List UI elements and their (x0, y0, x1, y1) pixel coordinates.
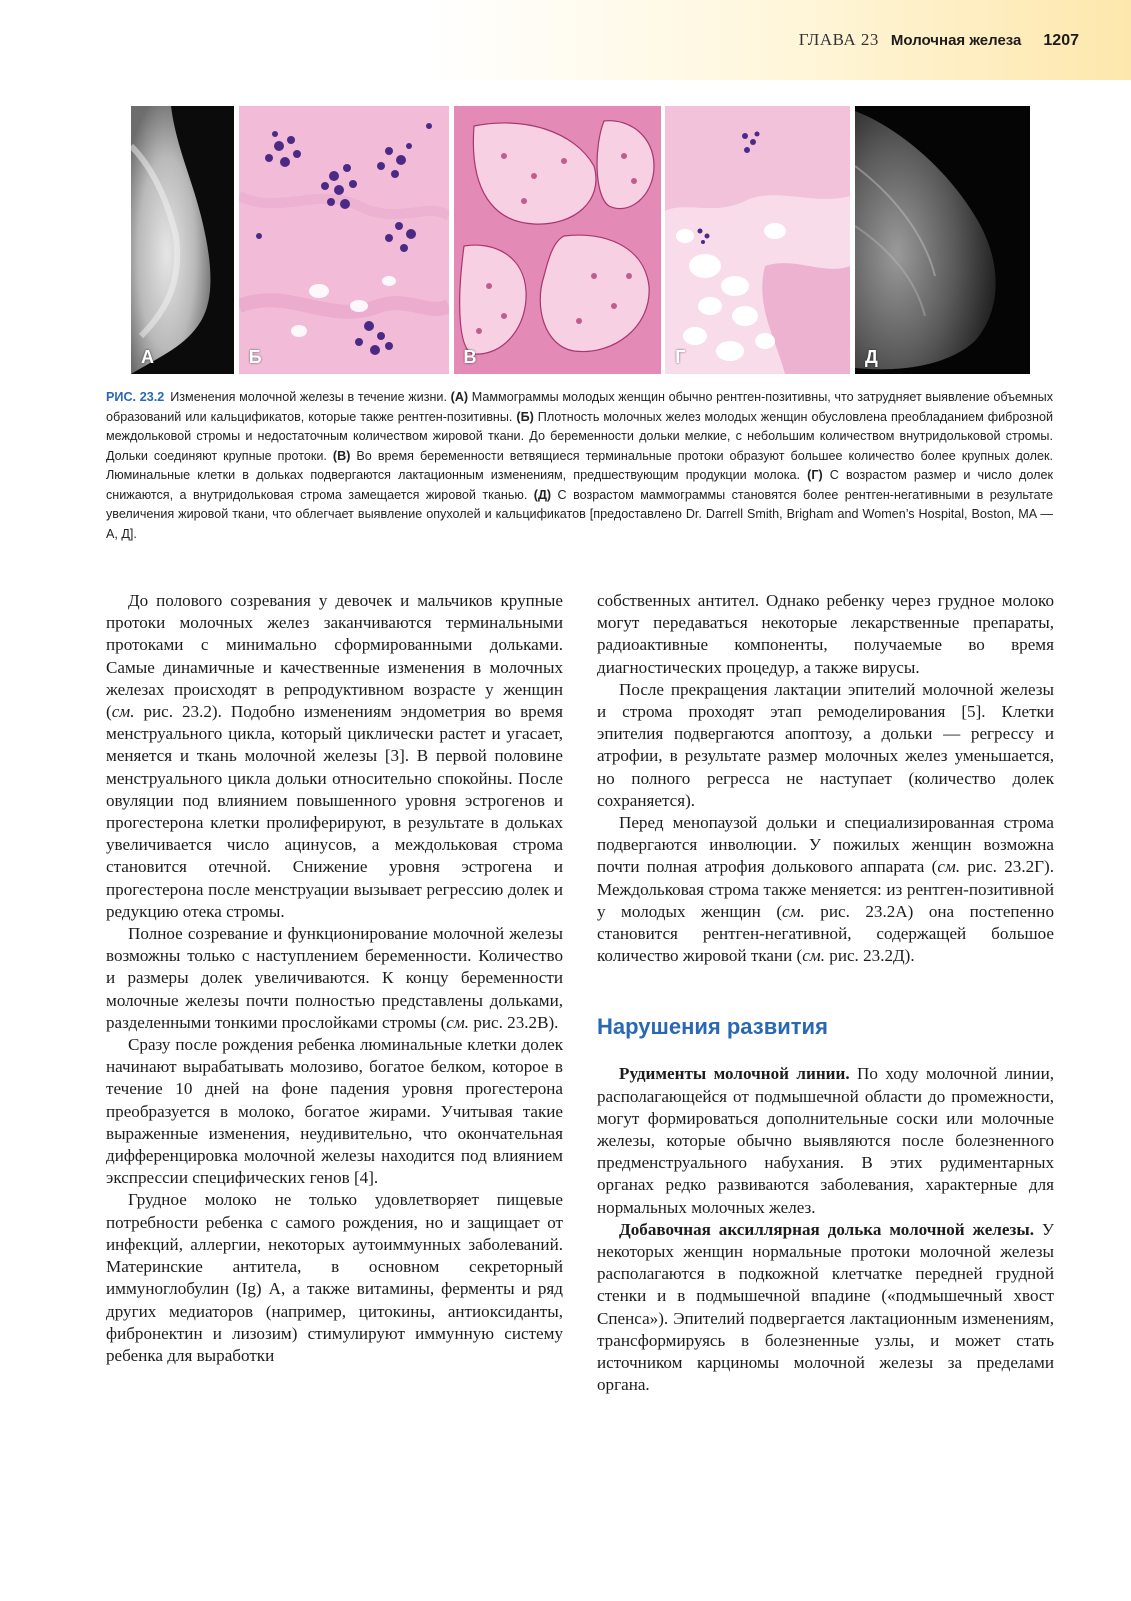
paragraph-text: После прекращения лактации эпителий молочной железы и строма проходят этап ремоделирования [5]. Клетки эпителия подвергаются апоптозу, а дольки — регрессу и атрофии, в результате размер молочных желез уменьшается, но полного регресса не наступает (количество долек сохраняется). (597, 679, 1054, 810)
paragraph-text: собственных антител. Однако ребенку через грудное молоко могут передаваться некоторые лекарственные препараты, радиоактивные компоненты, получаемые во время диагностических процедур, а также вирусы. (597, 591, 1054, 677)
paragraph (597, 1063, 1054, 1218)
caption-text: Маммограммы молодых женщин обычно рентген-позитивны, что затрудняет выявление объемных образований или кальцификатов, которые также рентген-позитивны. (106, 390, 1053, 424)
paragraph (597, 1219, 1054, 1397)
paragraph-text: Полное созревание и функционирование молочной железы возможны только с наступлением беременности. Количество и размеры долек увеличиваются. К концу беременности молочные железы почти полностью представлены дольками, разделенными тонкими прослойками стромы ( (106, 924, 563, 1032)
paragraph-text: Грудное молоко не только удовлетворяет пищевые потребности ребенка с самого рождения, но и защищает от инфекций, аллергии, некоторых аутоиммунных заболеваний. Материнские антитела, в основном секреторный иммуноглобулин (Ig) А, а также витамины, ферменты и ряд других медиаторов (например, цитокины, антиоксиданты, фибронектин и лизозим) стимулируют иммунную систему ребенка для выработки (106, 1190, 563, 1365)
section-paragraphs (597, 1063, 1054, 1396)
right-column-paragraphs (597, 590, 1054, 967)
caption-panel-ref: (Б) (516, 409, 534, 424)
caption-text: Плотность молочных желез молодых женщин обусловлена преобладанием фиброзной междольковой стромы и недостаточным количеством жировой ткани. До беременности дольки мелкие, с небольшим количеством внутридольковой стромы. Дольки соединяют крупные протоки. (106, 409, 1054, 463)
paragraph (106, 590, 563, 923)
caption-panel-ref: (В) (332, 448, 351, 463)
paragraph-text: рис. 23.2В). (469, 1012, 559, 1032)
paragraph-lead: Рудименты молочной линии. (619, 1064, 850, 1084)
caption-text: С возрастом размер и число долек снижаются, а внутридольковая строма замещается жировой тканью. (106, 468, 1053, 502)
right-column (597, 590, 1054, 1397)
figure-23-2 (131, 106, 1030, 374)
histology-young-breast-image (239, 106, 449, 374)
left-column (106, 590, 563, 1367)
paragraph-text: рис. 23.2). Подобно изменениям эндометрия во время менструального цикла, который циклически растет и угасает, меняется и ткань молочной железы [3]. В первой половине менструального цикла дольки относительно спокойны. После овуляции под влиянием повышенного уровня эстрогенов и прогестерона клетки пролиферируют, в результате в дольках увеличивается число ацинусов, а междольковая строма становится отечной. Снижение уровня эстрогена и прогестерона после менструации вызывает регрессию долек и редукцию отека стромы. (106, 702, 563, 921)
paragraph (106, 1189, 563, 1367)
caption-text: Во время беременности ветвящиеся терминальные протоки образуют большее количество более крупных долек. Люминальные клетки в дольках подвергаются лактационным изменениям, предшествующим продукции молока. (106, 448, 1053, 482)
paragraph (597, 679, 1054, 812)
figure-caption (106, 388, 1053, 544)
paragraph-text: см. (446, 1012, 470, 1032)
figure-label: РИС. 23.2 (106, 390, 165, 404)
paragraph (106, 1034, 563, 1189)
page-number: 1207 (1043, 32, 1079, 49)
paragraph (106, 923, 563, 1034)
paragraph-text: До полового созревания у девочек и мальчиков крупные протоки молочных желез заканчиваются терминальными протоками с минимально сформированными дольками. Самые динамичные и качественные изменения в молочных железах происходят в репродуктивном возрасте у женщин ( (106, 591, 563, 722)
panel-letter-d: Д (865, 347, 878, 367)
panel-letter-a: А (141, 347, 154, 367)
paragraph-text: рис. 23.2А) она постепенно становится рентген-негативной, содержащей большое количество жировой ткани ( (597, 901, 1054, 966)
paragraph-text: см. (782, 901, 805, 921)
caption-panel-ref: (Г) (807, 468, 823, 482)
section-title: Нарушения развития (597, 1014, 828, 1040)
panel-letter-g: Г (675, 347, 686, 367)
paragraph (597, 590, 1054, 679)
paragraph-text: По ходу молочной линии, располагающейся от подмышечной области до промежности, могут формироваться дополнительные соски или молочные железы, которые обычно выявляются после болезненного предменструального набухания. В этих рудиментарных органах редко развиваются заболевания, характерные для нормальных молочных желез. (597, 1064, 1054, 1217)
paragraph-lead: Добавочная аксиллярная долька молочной железы. (619, 1219, 1034, 1239)
paragraph-text: рис. 23.2Д). (825, 946, 915, 966)
paragraph-text: Перед менопаузой дольки и специализированная строма подвергаются инволюции. У пожилых женщин возможна почти полная атрофия долькового аппарата ( (597, 813, 1054, 877)
paragraph-text: см. (937, 857, 961, 877)
mammogram-aged-image (855, 106, 1030, 374)
chapter-label: ГЛАВА 23 (798, 30, 879, 49)
paragraph-text: см. (111, 702, 135, 722)
chapter-title: Молочная железа (890, 32, 1022, 49)
running-head (799, 30, 1079, 50)
paragraph-text: см. (802, 946, 825, 966)
panel-letter-b: Б (248, 347, 262, 367)
caption-panel-ref: (А) (450, 390, 469, 404)
histology-aging-breast-image (665, 106, 850, 374)
paragraph-text: У некоторых женщин нормальные протоки молочной железы располагаются в подкожной клетчатке передней грудной стенки и в подмышечной впадине («подмышечный хвост Спенса»). Эпителий подвергается лактационным изменениям, трансформируясь в болезненные узлы, и может стать источником карциномы молочной железы за пределами органа. (597, 1219, 1054, 1395)
caption-text: С возрастом маммограммы становятся более рентген-негативными в результате увеличения жировой ткани, что облегчает выявление опухолей и кальцификатов [предоставлено Dr. Darrell Smith, Brigham and Women’s Hospital, Boston, MA — А, Д]. (106, 487, 1053, 541)
paragraph (597, 812, 1054, 967)
histology-pregnancy-image (454, 106, 661, 374)
paragraph-text: рис. 23.2Г). Междольковая строма также меняется: из рентген-позитивной у молодых женщин ( (597, 857, 1054, 921)
caption-body (106, 390, 1053, 541)
caption-text: Изменения молочной железы в течение жизни. (170, 390, 451, 404)
panel-letter-v: В (463, 347, 477, 367)
caption-panel-ref: (Д) (533, 487, 552, 502)
mammogram-young-image (131, 106, 234, 374)
paragraph-text: Сразу после рождения ребенка люминальные клетки долек начинают вырабатывать молозиво, богатое белком, которое в течение 10 дней на фоне падения уровня прогестерона преобразуется в молоко, богатое жирами. Учитывая такие выраженные изменения, неудивительно, что окончательная дифференцировка молочной железы находится под влиянием экспрессии специфических генов [4]. (106, 1035, 563, 1188)
